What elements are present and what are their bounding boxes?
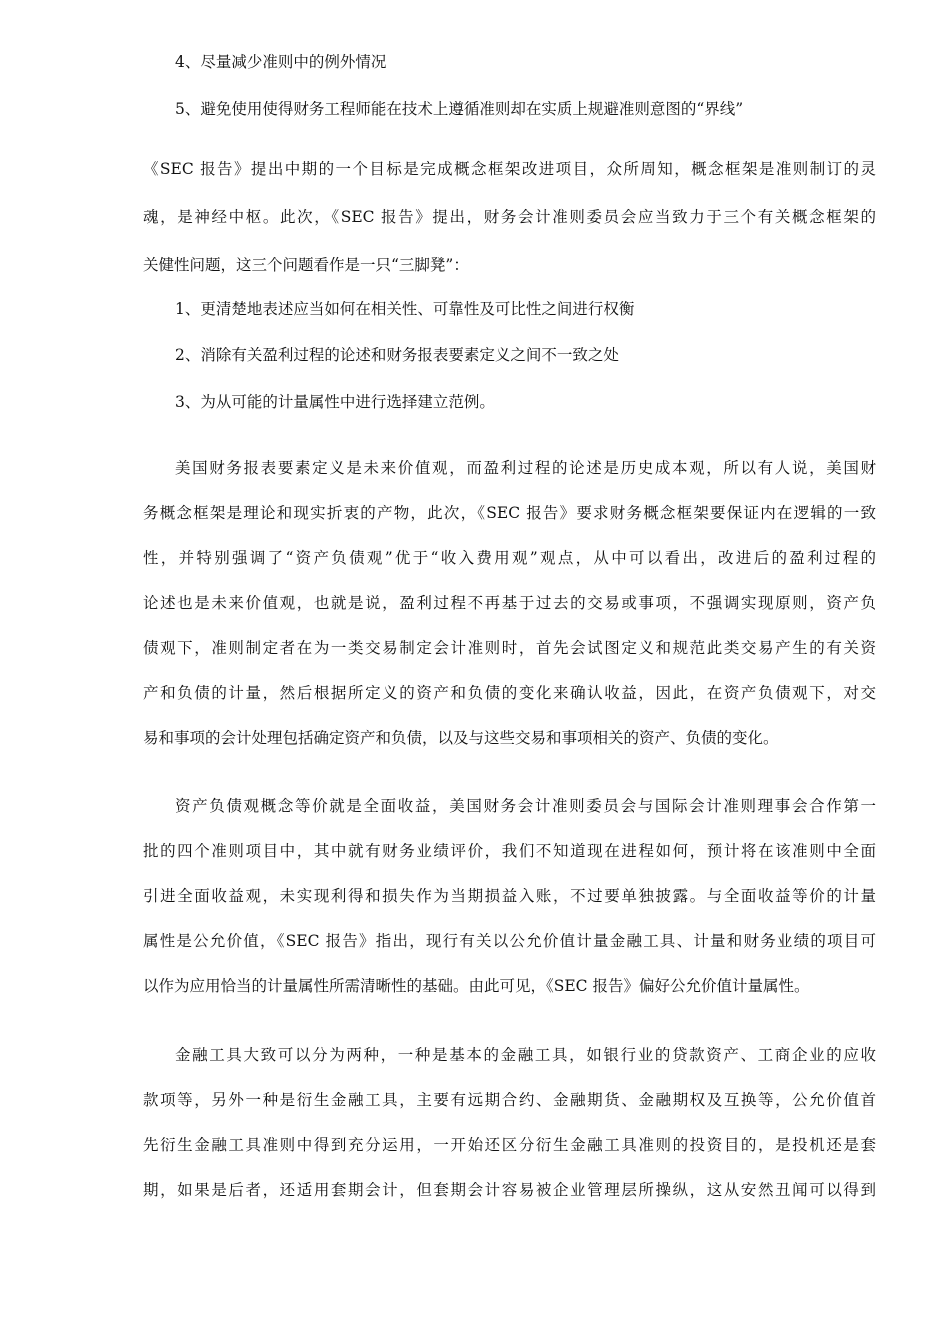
paragraph-first-line: 美国财务报表要素定义是未来价值观，而盈利过程的论述是历史成本观，所以有人说，美国财 xyxy=(175,459,876,477)
list-item-4: 4、尽量减少准则中的例外情况 xyxy=(175,53,387,71)
paragraph-line: 论述也是未来价值观，也就是说，盈利过程不再基于过去的交易或事项，不强调实现原则，资产负 xyxy=(143,594,876,612)
paragraph-first-line: 金融工具大致可以分为两种，一种是基本的金融工具，如银行业的贷款资产、工商企业的应收 xyxy=(175,1046,876,1064)
paragraph-line: 魂，是神经中枢。此次，《SEC 报告》提出，财务会计准则委员会应当致力于三个有关概念框架的 xyxy=(143,208,876,226)
paragraph-line: 性，并特别强调了“资产负债观”优于“收入费用观”观点，从中可以看出，改进后的盈利过程的 xyxy=(143,549,876,567)
paragraph-line: 期，如果是后者，还适用套期会计，但套期会计容易被企业管理层所操纵，这从安然丑闻可以得到 xyxy=(143,1181,876,1199)
paragraph-line: 债观下，准则制定者在为一类交易制定会计准则时，首先会试图定义和规范此类交易产生的有关资 xyxy=(143,639,876,657)
paragraph-line: 属性是公允价值，《SEC 报告》指出，现行有关以公允价值计量金融工具、计量和财务业绩的项目可 xyxy=(143,932,876,950)
paragraph-line: 批的四个准则项目中，其中就有财务业绩评价，我们不知道现在进程如何，预计将在该准则中全面 xyxy=(143,842,876,860)
paragraph-line: 关健性问题，这三个问题看作是一只“三脚凳”： xyxy=(143,256,469,274)
list-item-2: 2、消除有关盈利过程的论述和财务报表要素定义之间不一致之处 xyxy=(175,346,619,364)
list-item-3: 3、为从可能的计量属性中进行选择建立范例。 xyxy=(175,393,495,411)
paragraph-line: 引进全面收益观，未实现利得和损失作为当期损益入账，不过要单独披露。与全面收益等价的计量 xyxy=(143,887,876,905)
paragraph-line: 先衍生金融工具准则中得到充分运用，一开始还区分衍生金融工具准则的投资目的，是投机还是套 xyxy=(143,1136,876,1154)
list-item-1: 1、更清楚地表述应当如何在相关性、可靠性及可比性之间进行权衡 xyxy=(175,300,635,318)
paragraph-line: 款项等，另外一种是衍生金融工具，主要有远期合约、金融期货、金融期权及互换等，公允价值首 xyxy=(143,1091,876,1109)
paragraph-line: 务概念框架是理论和现实折衷的产物，此次，《SEC 报告》要求财务概念框架要保证内在逻辑的一致 xyxy=(143,504,876,522)
paragraph-line: 《SEC 报告》提出中期的一个目标是完成概念框架改进项目，众所周知，概念框架是准则制订的灵 xyxy=(143,160,876,178)
paragraph-line: 易和事项的会计处理包括确定资产和负债，以及与这些交易和事项相关的资产、负债的变化。 xyxy=(143,729,779,747)
paragraph-first-line: 资产负债观概念等价就是全面收益，美国财务会计准则委员会与国际会计准则理事会合作第一 xyxy=(175,797,876,815)
paragraph-line: 产和负债的计量，然后根据所定义的资产和负债的变化来确认收益，因此，在资产负债观下，对交 xyxy=(143,684,876,702)
paragraph-line: 以作为应用恰当的计量属性所需清晰性的基础。由此可见，《SEC 报告》偏好公允价值计量属性。 xyxy=(143,977,810,995)
list-item-5: 5、避免使用使得财务工程师能在技术上遵循准则却在实质上规避准则意图的“界线” xyxy=(175,100,744,118)
